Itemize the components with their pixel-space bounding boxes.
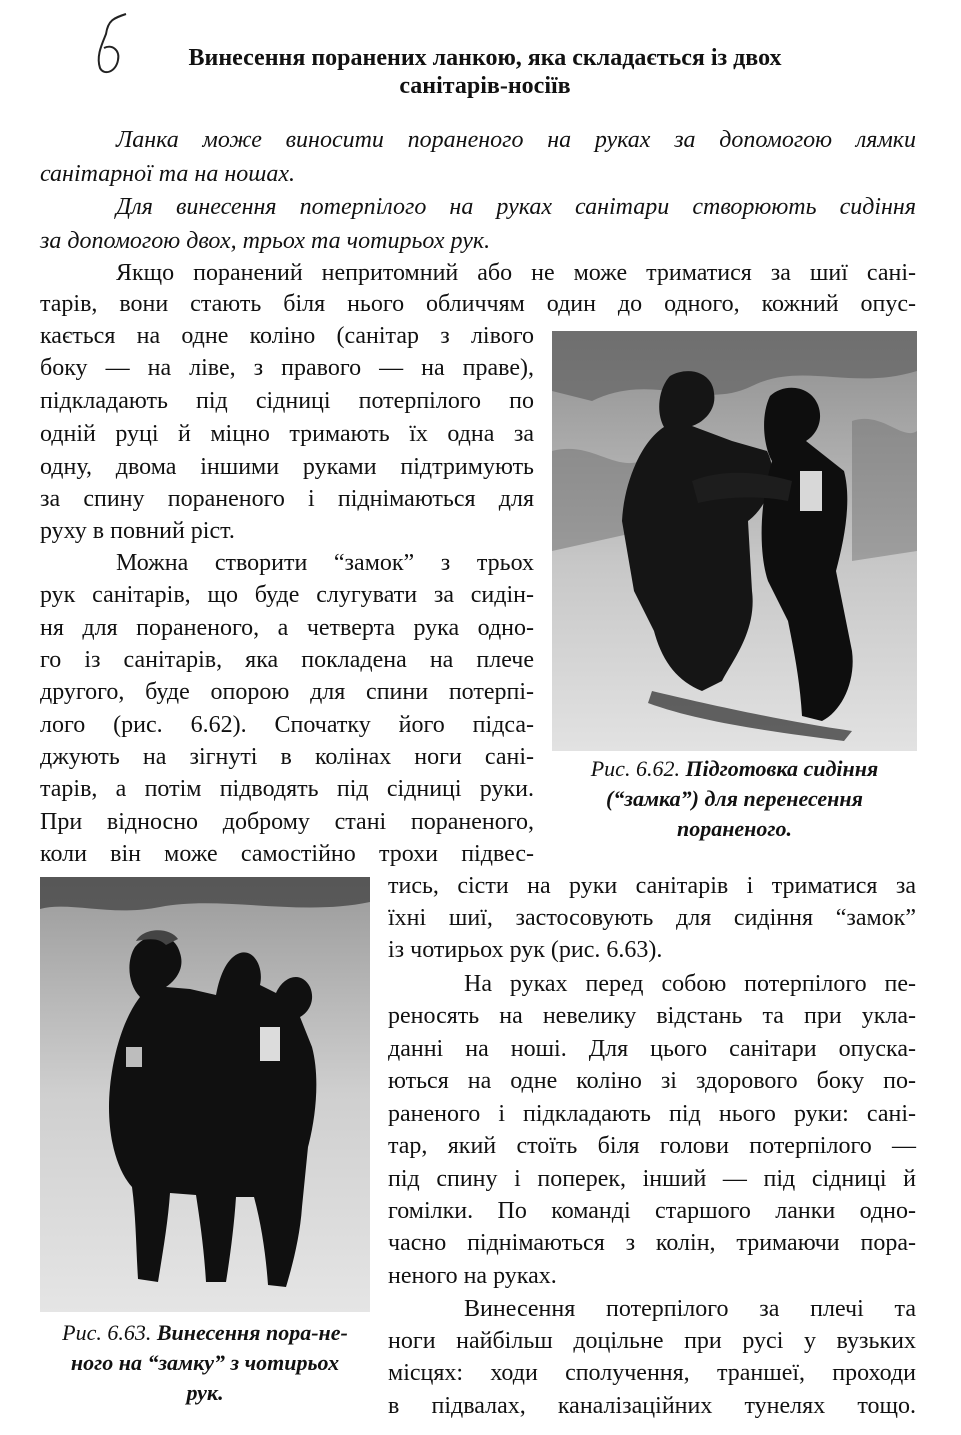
body-line: в підвалах, каналізаційних тунелях тощо. [388, 1393, 916, 1419]
body-line: руху в повний ріст. [40, 518, 235, 544]
body-line: На руках перед собою потерпілого пе- [464, 971, 916, 997]
caption-title: не- [318, 1320, 348, 1345]
body-line: тар, який стоїть біля голови потерпілого — [388, 1133, 916, 1159]
intro-line: санітарної та на ношах. [40, 161, 296, 187]
body-line: неного на руках. [388, 1263, 557, 1289]
heading-line-2: санітарів-носіїв [399, 73, 571, 99]
body-line: коли він може самостійно трохи підвес- [40, 841, 534, 867]
figure-6-62-caption [552, 754, 917, 844]
caption-prefix: Рис. 6.62. [590, 756, 680, 781]
body-line: ноги найбільш доцільне при русі у вузьких [388, 1328, 916, 1354]
body-line: Можна створити “замок” з трьох [116, 550, 534, 576]
body-line: кається на одне коліно (санітар з лівого [40, 323, 534, 349]
handwritten-letter-mark [86, 8, 136, 78]
body-line: їхні шиї, застосовують для сидіння “замок” [388, 905, 916, 931]
body-line: рук санітарів, що буде слугувати за сидін- [40, 582, 534, 608]
figure-6-63-photo [40, 877, 370, 1312]
body-line: тись, сісти на руки санітарів і триматися за [388, 873, 916, 899]
body-line: реносять на невелику відстань та при укла- [388, 1003, 916, 1029]
caption-title: (“замка”) для перенесення [606, 786, 863, 811]
body-line: одну, двома іншими руками підтримують [40, 454, 534, 480]
body-line: раненого і підкладають під нього руки: сані- [388, 1101, 916, 1127]
body-line: гомілки. По команді старшого ланки одно- [388, 1198, 916, 1224]
body-line: одній руці й міцно тримають їх одна за [40, 421, 534, 447]
body-line: тарів, а потім підводять під сідниці руки. [40, 776, 534, 802]
body-line: джують на зігнуті в колінах ноги сані- [40, 744, 534, 770]
body-line: місцях: ходи сполучення, траншеї, проходи [388, 1360, 916, 1386]
body-line: із чотирьох рук (рис. 6.63). [388, 937, 663, 963]
body-line: При відносно доброму стані пораненого, [40, 809, 534, 835]
intro-line: за допомогою двох, трьох та чотирьох рук. [40, 228, 491, 254]
body-line: часно піднімаються з колін, тримаючи пора- [388, 1230, 916, 1256]
intro-line: Ланка може виносити пораненого на руках за допомогою лямки [116, 127, 916, 153]
body-line: Винесення потерпілого за плечі та [464, 1296, 916, 1322]
section-heading [145, 44, 825, 100]
body-line: підкладають під сідниці потерпілого по [40, 388, 534, 414]
body-line: ються на одне коліно зі здорового боку по- [388, 1068, 916, 1094]
body-line: під спину і поперек, інший — під сідниці й [388, 1166, 916, 1192]
caption-title: Підготовка сидіння [685, 756, 879, 781]
body-line: за спину пораненого і піднімаються для [40, 486, 534, 512]
caption-title: рук. [186, 1380, 224, 1405]
body-line: данні на ноші. Для цього санітари опуска- [388, 1036, 916, 1062]
body-line: боку — на ліве, з правого — на праве), [40, 355, 534, 381]
caption-title: ного на “замку” з чотирьох [70, 1350, 340, 1375]
heading-line-1: Винесення поранених ланкою, яка складається із двох [188, 45, 782, 71]
body-line: другого, буде опорою для спини потерпі- [40, 679, 534, 705]
caption-title: Винесення пора- [156, 1320, 319, 1345]
body-line: Якщо поранений непритомний або не може триматися за шиї сані- [116, 260, 916, 286]
caption-prefix: Рис. 6.63. [62, 1320, 152, 1345]
body-line: ня для пораненого, а четверта рука одно- [40, 615, 534, 641]
body-line: тарів, вони стають біля нього обличчям один до одного, кожний опус- [40, 291, 916, 317]
intro-line: Для винесення потерпілого на руках санітари створюють сидіння [116, 194, 916, 220]
body-line: лого (рис. 6.62). Спочатку його підса- [40, 712, 534, 738]
figure-6-62-photo [552, 331, 917, 751]
body-line: го із санітарів, яка покладена на плече [40, 647, 534, 673]
figure-6-63-caption [40, 1318, 370, 1408]
caption-title: пораненого. [676, 816, 793, 841]
